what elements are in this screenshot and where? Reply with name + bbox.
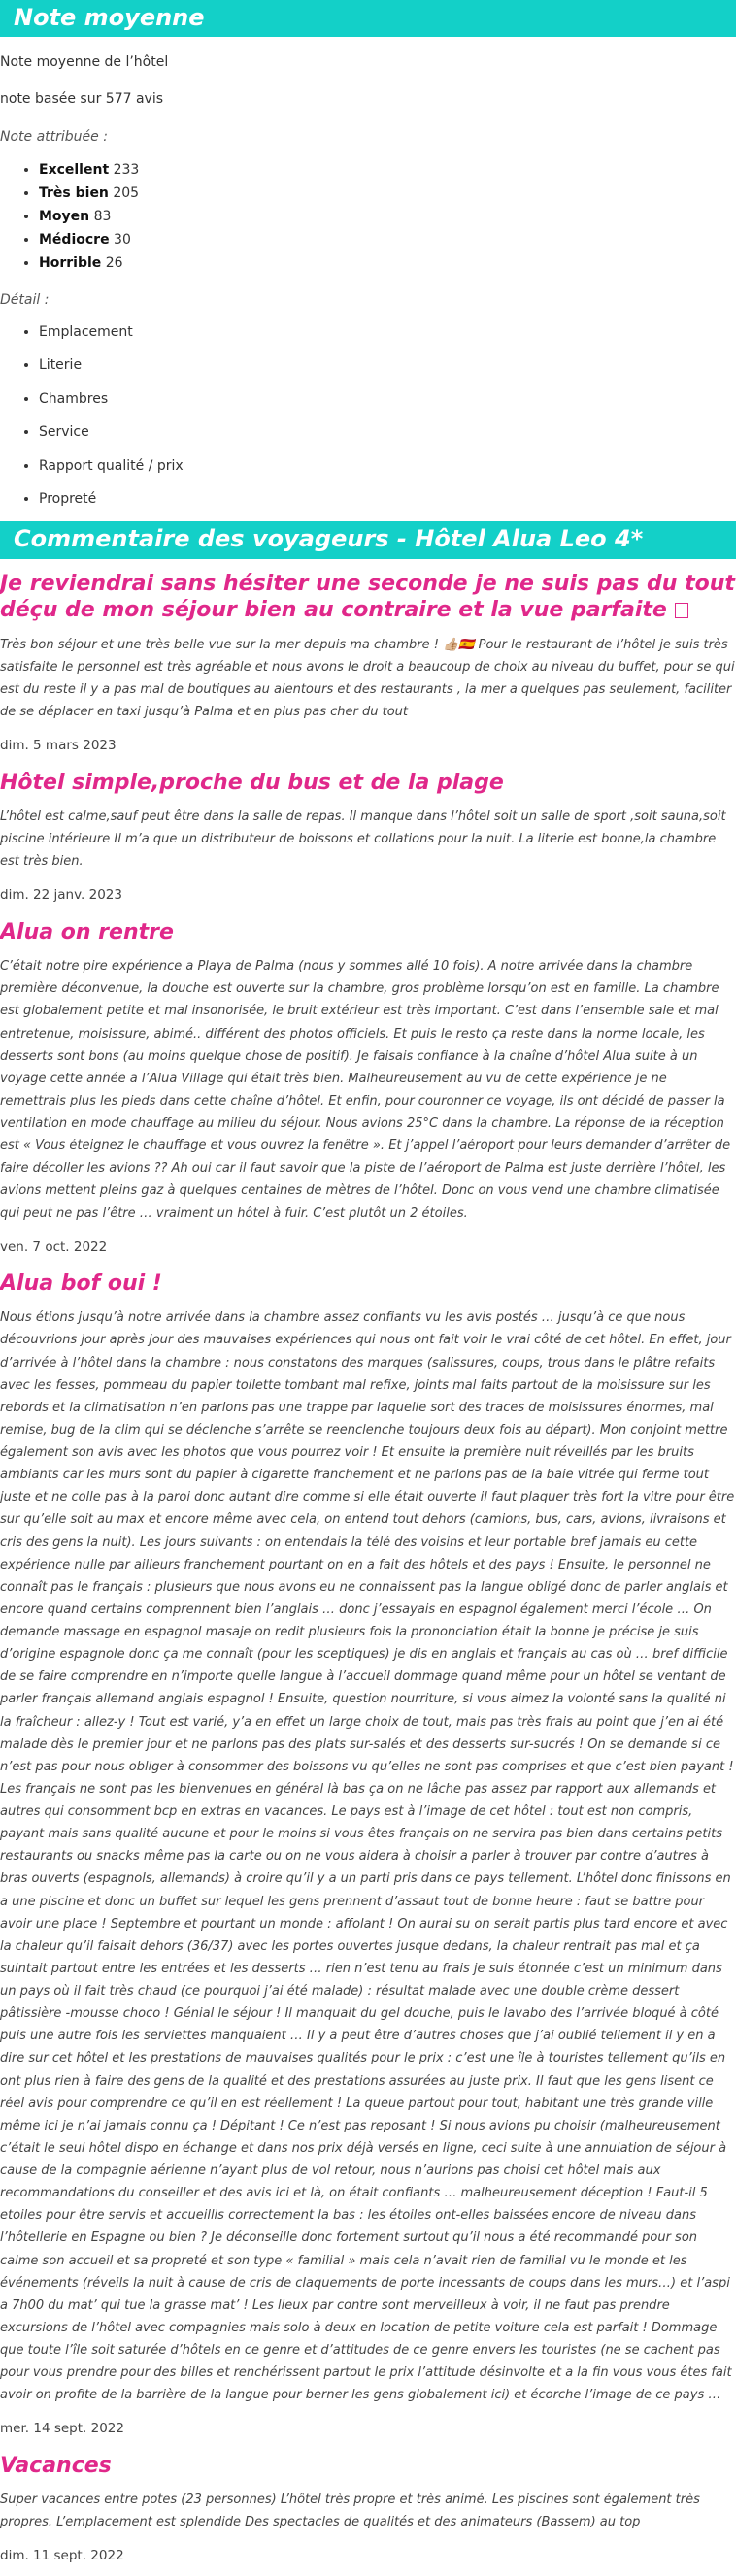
emoji-placeholder-icon bbox=[675, 603, 688, 618]
rating-mediocre: • Médiocre 30 bbox=[39, 228, 736, 251]
review-date: dim. 22 janv. 2023 bbox=[0, 887, 122, 904]
details-list bbox=[0, 321, 736, 510]
review-text: C’était notre pire expérience a Playa de Palma (nous y sommes allé 10 fois). A notre arrivée dans la chambre première déconvenue, la douche est ouverte sur la chambre, gros problème lorsqu’on est en famille. La chambre est globalement petite et mal insonorisée, le bruit extérieur est très important. C’est dans l’ensemble sale et mal entretenue, moisissure, abimé.. différent des photos officiels. Et puis le resto ça reste dans la norme locale, les desserts sont bons (au moins quelque chose de positif). Je faisais confiance à la chaîne d’hôtel Alua suite à un voyage cette année a l’Alua Village qui était très bien. Malheureusement au vu de cette expérience je ne remettrais plus les pieds dans cette chaîne d’hôtel. Et enfin, pour couronner ce voyage, ils ont décidé de passer la ventilation en mode chauffage au milieu du séjour. Nous avions 25°C dans la chambre. La réponse de la réception est « Vous éteignez le chauffage et vous ouvrez la fenêtre ». Et j’appel l’aéroport pour leurs demander d’arrêter de faire décoller les avions ?? Ah oui car il faut savoir que la piste de l’aéroport de Palma est juste derrière l’hôtel, les avions mettent pleins gaz à quelques centaines de mètres de l’hôtel. Donc on vous vend une chambre climatisée qui peut ne pas l’être … vraiment un hôtel à fuir. C’est plutôt un 2 étoiles. bbox=[0, 959, 731, 1221]
review-item bbox=[0, 919, 736, 1259]
reviews-section bbox=[0, 521, 736, 2567]
review-title: Vacances bbox=[0, 2453, 112, 2478]
detail-service: • Service bbox=[39, 421, 736, 443]
summary-section bbox=[0, 0, 736, 510]
review-date: ven. 7 oct. 2022 bbox=[0, 1238, 108, 1255]
summary-title: Note moyenne de l’hôtel bbox=[0, 54, 169, 71]
detail-chambres: • Chambres bbox=[39, 388, 736, 410]
rating-tres-bien: • Très bien 205 bbox=[39, 182, 736, 205]
detail-proprete: • Propreté bbox=[39, 488, 736, 510]
review-text: Nous étions jusqu’à notre arrivée dans la chambre assez confiants vu les avis postés … jusqu’à ce que nous découvrions jour après jour des mauvaises expériences qui nous ont fait voir le vrai côté de cet hôtel. En effet, jour d’arrivée à l’hôtel dans la chambre : nous constatons des marques (salissures, coups, trous dans le plâtre refaits avec les fesses, pommeau du papier toilette tombant mal refixe, joints mal faits partout de la moisissure sur les rebords et la climatisation n’en parlons pas une trappe par laquelle sort des traces de moisissures énormes, mal remise, bug de la clim qui se déclenche s’arrête se reenclenche toujours deux fois au départ). Mon conjoint mettre également son avis avec les photos que vous pourrez voir ! Et ensuite la première nuit réveillés par les bruits ambiants car les murs sont du papier à cigarette franchement et ne parlons pas de la baie vitrée qui ferme tout juste et ne colle pas à la paroi donc autant dire comme si elle était ouverte il faut plaquer très fort la vitre pour être sur qu’elle soit au max et encore même avec cela, on entend tout dehors (camions, bus, cars, avions, livraisons et cris des gens la nuit). Les jours suivants : on entendais la télé des voisins et leur portable bref jamais eu cette expérience nulle par ailleurs franchement pourtant on en a fait des hôtels et des pays ! Ensuite, le personnel ne connaît pas le français : plusieurs que nous avons eu ne connaissent pas la langue obligé donc de parler anglais et encore quand certains comprennent bien l’anglais … donc j’essayais en espagnol également merci l’école … On demande massage en espagnol masaje on redit plusieurs fois la prononciation était la bonne je précise je suis d’origine espagnole donc ça me connaît (pour les sceptiques) je dis en anglais et français au cas où … bref difficile de se faire comprendre en n’importe quelle langue à l’accueil dommage quand même pour un hôtel se ventant de parler français allemand anglais espagnol ! Ensuite, question nourriture, si vous aimez la volonté sans la qualité ni la fraîcheur : allez-y ! Tout est varié, y’a en effet un large choix de tout, mais pas très frais au point que j’en ai été malade dès le premier jour et ne parlons pas des plats sur-salés et des desserts sur-sucrés ! On se demande si ce n’est pas pour nous obliger à consommer des boissons vu qu’elles ne sont pas comprises et que c’est bien payant ! Les français ne sont pas les bienvenues en général là bas ça on ne lâche pas assez par rapport aux allemands et autres qui consomment bcp en extras en vacances. Le pays est à l’image de cet hôtel : tout est non compris, payant mais sans qualité aucune et pour le moins si vous êtes français on ne servira pas bien dans certains petits restaurants ou snacks même pas la carte ou on ne vous aidera à choisir a parler à trouver par contre d’autres à bras ouverts (espagnols, allemands) à croire qu’il y a un parti pris dans ce pays tellement. L’hôtel donc finissons en a une piscine et donc un buffet sur lequel les gens prennent d’assaut tout de bonne heure : faut se battre pour avoir une place ! Septembre et pourtant un monde : affolant ! On aurai su on serait partis plus tard encore et avec la chaleur qu’il faisait dehors (36/37) avec les portes ouvertes jusque dedans, la chaleur rentrait pas mal et ça suintait partout entre les entrées et les desserts … rien n’est tenu au frais je suis étonnée c’est un minimum dans un pays où il fait très chaud (ce pourquoi j’ai été malade) : résultat malade avec une double crème dessert pâtissière -mousse choco ! Génial le séjour ! Il manquait du gel douche, puis le lavabo des l’arrivée bloqué à côté puis une autre fois les serviettes manquaient … Il y a peut être d’autres choses que j’ai oublié tellement il y en a dire sur cet hôtel et les prestations de mauvaises qualités pour le prix : c’est une île à touristes tellement qu’ils en ont plus rien à faire des gens de la qualité et des prestations assurées au juste prix. Il faut que les gens lisent ce réel avis pour comprendre ce qu’il en est réellement ! La queue partout pour tout, habitant une très grande ville même ici je n’ai jamais connu ça ! Dépitant ! Ce n’est pas reposant ! Si nous avions pu choisir (malheureusement c’était le seul hôtel dispo en échange et dans nos prix déjà versés en ligne, ceci suite à une annulation de séjour à cause de la compagnie aérienne n’ayant plus de vol retour, nous n’aurions pas choisi cet hôtel mais aux recommandations du conseiller et des avis ici et là, on était confiants … malheureusement déception ! Faut-il 5 etoiles pour être servis et accueillis correctement la bas : les étoiles ont-elles baissées encore de niveau dans l’hôtellerie en Espagne ou bien ? Je déconseille donc fortement surtout qu’il nous a été recommandé pour son calme son accueil et sa propreté et son type « familial » mais cela n’avait rien de familial vu le monde et les événements (réveils la nuit à cause de cris de claquements de porte incessants de coups dans les murs…) et l’aspi a 7h00 du mat’ qui tue la grasse mat’ ! Les lieux par contre sont merveilleux à voir, il ne faut pas prendre excursions de l’hôtel avec compagnies mais solo à deux en location de petite voiture cela est parfait ! Dommage que toute l’île soit saturée d’hôtels en ce genre et d’attitudes de ce genre envers les touristes (ne se cachent pas pour vous prendre pour des billes et renchérissent partout le prix l’attitude désinvolte et a la fin vous vous êtes fait avoir on profite de la barrière de la langue pour berner les gens globalement ici) et écorche l’image de ce pays … bbox=[0, 1310, 735, 2403]
review-title: Alua bof oui ! bbox=[0, 1271, 162, 1296]
details-label: Détail : bbox=[0, 292, 50, 309]
rating-horrible: • Horrible 26 bbox=[39, 251, 736, 275]
review-item bbox=[0, 770, 736, 908]
summary-heading: Note moyenne bbox=[0, 0, 736, 37]
review-date: dim. 5 mars 2023 bbox=[0, 738, 117, 754]
rating-excellent: • Excellent 233 bbox=[39, 158, 736, 182]
ratings-list bbox=[0, 158, 736, 275]
detail-emplacement: • Emplacement bbox=[39, 321, 736, 343]
review-title: Hôtel simple,proche du bus et de la plage bbox=[0, 770, 504, 795]
review-text: Très bon séjour et une très belle vue sur la mer depuis ma chambre ! 👍🏼🇪🇸 Pour le restaurant de l’hôtel je suis très satisfaite le personnel est très agréable et nous avons le droit a beaucoup de choix au niveau du buffet, pour se qui est du reste il y a pas mal de boutiques au alentours et des restaurants , la mer a quelques pas seulement, faciliter de se déplacer en taxi jusqu’à Palma et en plus pas cher du tout bbox=[0, 637, 735, 720]
detail-literie: • Literie bbox=[39, 354, 736, 376]
review-title: Je reviendrai sans hésiter une seconde je ne suis pas du tout déçu de mon séjour bien au contraire et la vue parfaite bbox=[0, 571, 735, 623]
review-count: note basée sur 577 avis bbox=[0, 91, 164, 108]
ratings-label: Note attribuée : bbox=[0, 128, 108, 145]
review-item bbox=[0, 2453, 736, 2568]
detail-rapport-qualite-prix: • Rapport qualité / prix bbox=[39, 455, 736, 477]
rating-moyen: • Moyen 83 bbox=[39, 205, 736, 228]
review-text: L’hôtel est calme,sauf peut être dans la salle de repas. Il manque dans l’hôtel soit un salle de sport ,soit sauna,soit piscine intérieure Il m’a que un distributeur de boissons et collations pour la nuit. La literie est bonne,la chambre est très bien. bbox=[0, 809, 726, 870]
review-title: Alua on rentre bbox=[0, 919, 174, 944]
review-date: dim. 11 sept. 2022 bbox=[0, 2548, 124, 2564]
reviews-heading: Commentaire des voyageurs - Hôtel Alua Leo 4* bbox=[0, 521, 736, 558]
review-item bbox=[0, 1271, 736, 2441]
review-item bbox=[0, 571, 736, 758]
review-text: Super vacances entre potes (23 personnes) L’hôtel très propre et très animé. Les piscines sont également très propres. L’emplacement est splendide Des spectacles de qualités et des animateurs (Bassem) au top bbox=[0, 2493, 700, 2530]
review-date: mer. 14 sept. 2022 bbox=[0, 2421, 124, 2437]
